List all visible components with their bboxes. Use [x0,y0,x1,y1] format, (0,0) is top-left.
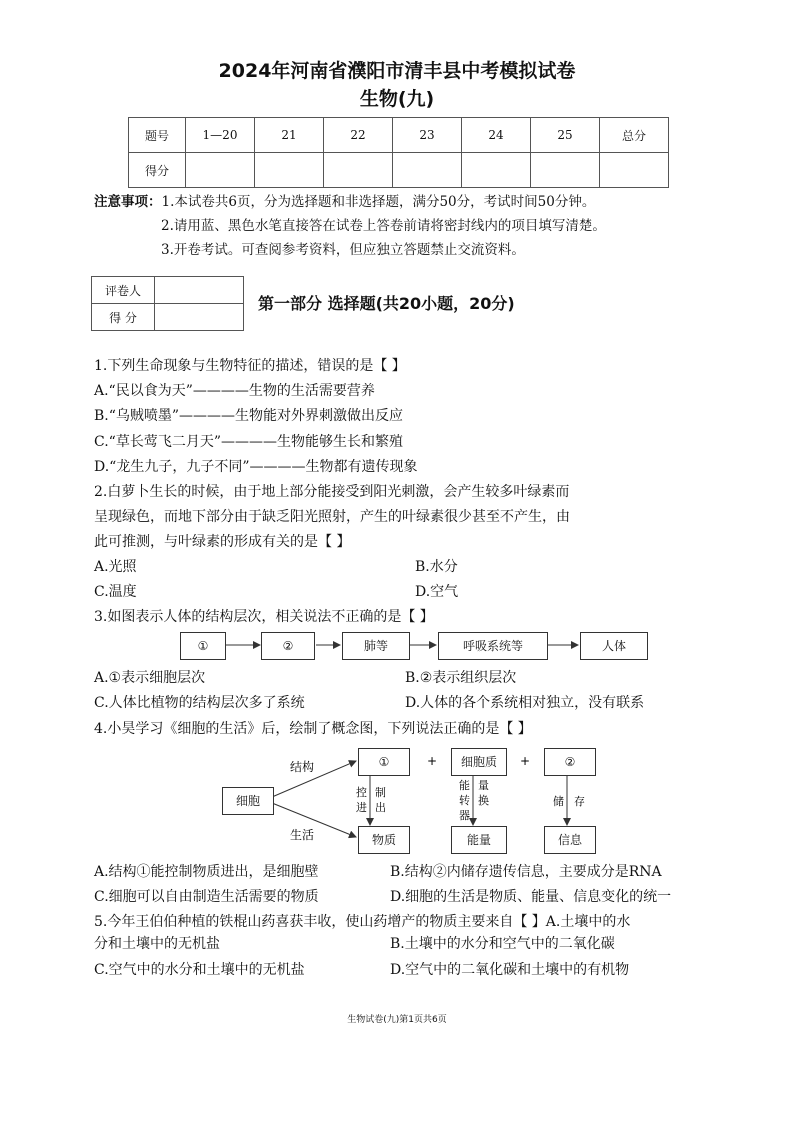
q4-box-matter: 物质 [358,826,410,854]
q2-option-c: C.温度 [94,584,137,600]
score-cell: 21 [255,118,324,153]
exam-title: 2024年河南省濮阳市清丰县中考模拟试卷 [218,60,576,82]
score-input-cell[interactable] [600,153,669,188]
q5-stem-line2: 分和土壤中的无机盐 [94,936,220,952]
q3-option-d: D.人体的各个系统相对独立，没有联系 [405,695,645,711]
label-control: 控 [356,786,367,799]
q1-option-d: D.“龙生九子，九子不同”————生物都有遗传现象 [94,459,418,475]
score-cell: 题号 [129,118,186,153]
q2-stem-line1: 2.白萝卜生长的时候，由于地上部分能接受到阳光刺激，会产生较多叶绿素而 [94,484,570,500]
label-control: 进 [356,801,367,814]
note-item: 3.开卷考试。可查阅参考资料，但应独立答题禁止交流资料。 [161,242,525,258]
q5-stem: 5.今年王伯伯种植的铁棍山药喜获丰收，使山药增产的物质主要来自【 】A.土壤中的水 [94,914,631,930]
label-control: 出 [375,801,386,814]
q2-stem-line2: 呈现绿色，而地下部分由于缺乏阳光照射，产生的叶绿素很少甚至不产生，由 [94,509,570,525]
q1-option-a: A.“民以食为天”————生物的生活需要营养 [94,383,375,399]
label-control: 制 [375,786,386,799]
part1-title: 第一部分 选择题(共20小题，20分) [258,294,515,313]
score-row-label: 得分 [129,153,186,188]
note-item: 2.请用蓝、黑色水笔直接答在试卷上答卷前请将密封线内的项目填写清楚。 [161,218,606,234]
reviewer-input-cell[interactable] [155,277,244,304]
q2-stem-line3: 此可推测，与叶绿素的形成有关的是【 】 [94,534,351,550]
q3-option-b: B.②表示组织层次 [405,670,517,686]
label-store: 储 [553,795,564,808]
q4-box-info: 信息 [544,826,596,854]
q3-stem: 3.如图表示人体的结构层次，相关说法不正确的是【 】 [94,609,434,625]
q5-option-c: C.空气中的水分和土壤中的无机盐 [94,962,305,978]
score-cell: 25 [531,118,600,153]
grader-score-input-cell[interactable] [155,304,244,331]
label-converter: 转 [459,794,470,807]
q1-option-b: B.“乌贼喷墨”————生物能对外界刺激做出反应 [94,408,404,424]
label-converter: 器 [459,809,470,822]
label-converter: 换 [478,794,489,807]
q4-option-c: C.细胞可以自由制造生活需要的物质 [94,889,319,905]
q3-box-2: ② [261,632,315,660]
q2-option-d: D.空气 [415,584,459,600]
score-table-score-row [129,153,669,188]
q3-box-1: ① [180,632,226,660]
q4-box-energy: 能量 [451,826,507,854]
label-structure: 结构 [290,760,315,774]
q3-option-c: C.人体比植物的结构层次多了系统 [94,695,305,711]
q3-box-body: 人体 [580,632,648,660]
label-store: 存 [574,795,585,808]
q4-option-d: D.细胞的生活是物质、能量、信息变化的统一 [390,889,672,905]
q4-box-cell: 细胞 [222,787,274,815]
q3-box-system: 呼吸系统等 [438,632,548,660]
score-input-cell[interactable] [531,153,600,188]
score-input-cell[interactable] [324,153,393,188]
score-input-cell[interactable] [186,153,255,188]
q2-option-b: B.水分 [415,559,458,575]
q4-option-a: A.结构①能控制物质进出，是细胞壁 [94,864,319,880]
q5-option-d: D.空气中的二氧化碳和土壤中的有机物 [390,962,630,978]
q4-box-2: ② [544,748,596,776]
q5-option-b: B.土壤中的水分和空气中的二氧化碳 [390,936,615,952]
score-input-cell[interactable] [462,153,531,188]
score-table-header-row [129,118,669,153]
q3-option-a: A.①表示细胞层次 [94,670,206,686]
q1-stem: 1.下列生命现象与生物特征的描述，错误的是【 】 [94,358,406,374]
note-item: 1.本试卷共6页，分为选择题和非选择题，满分50分，考试时间50分钟。 [161,194,596,210]
score-cell: 22 [324,118,393,153]
grader-table [91,276,244,331]
q4-box-cytoplasm: 细胞质 [451,748,507,776]
score-cell: 24 [462,118,531,153]
notes-section [94,190,606,262]
q3-hierarchy-diagram [178,628,648,664]
plus-sign: + [427,754,438,768]
q4-stem: 4.小昊学习《细胞的生活》后，绘制了概念图，下列说法正确的是【 】 [94,721,532,737]
q4-option-b: B.结构②内储存遗传信息，主要成分是RNA [390,864,662,880]
notes-label: 注意事项： [94,194,162,210]
score-table [128,117,669,188]
q1-option-c: C.“草长莺飞二月天”————生物能够生长和繁殖 [94,434,403,450]
score-cell: 总分 [600,118,669,153]
page-footer: 生物试卷(九)第1页共6页 [347,1015,447,1025]
score-input-cell[interactable] [255,153,324,188]
exam-subtitle: 生物(九) [359,88,435,110]
plus-sign: + [520,754,531,768]
score-input-cell[interactable] [393,153,462,188]
reviewer-label: 评卷人 [92,277,155,304]
score-cell: 23 [393,118,462,153]
q3-box-lung: 肺等 [342,632,410,660]
q2-option-a: A.光照 [94,559,137,575]
q4-box-1: ① [358,748,410,776]
label-converter: 量 [478,779,489,792]
score-cell: 1—20 [186,118,255,153]
label-life: 生活 [290,828,315,842]
grader-score-label: 得 分 [92,304,155,331]
label-converter: 能 [459,779,470,792]
